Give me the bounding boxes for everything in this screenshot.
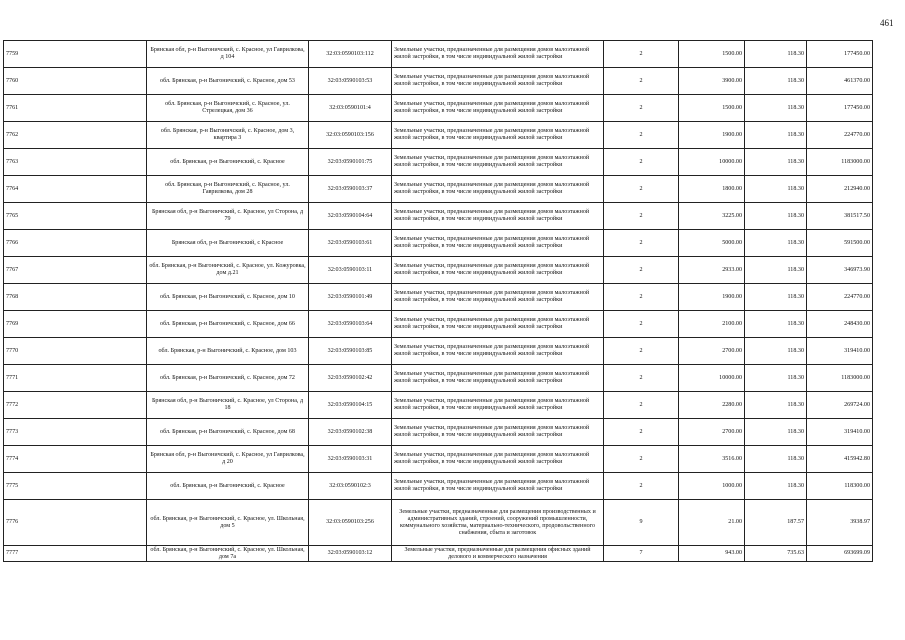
- row-number: 7759: [4, 41, 147, 68]
- table-row: [4, 122, 873, 149]
- address-cell: обл. Брянская, р-н Выгоничский, с. Красное: [147, 149, 309, 176]
- cadastral-value-cell: 118300.00: [807, 473, 873, 500]
- category-cell: 2: [604, 149, 679, 176]
- address-cell: обл. Брянская, р-н Выгоничский, с. Красное, ул. Кожуровка, дом д.21: [147, 257, 309, 284]
- category-cell: 2: [604, 176, 679, 203]
- permitted-use-cell: Земельные участки, предназначенные для размещения домов малоэтажной жилой застройки, в том числе индивидуальной жилой застройки: [392, 284, 604, 311]
- address-cell: обл. Брянская, р-н Выгоничский, с. Красное: [147, 473, 309, 500]
- rate-cell: 118.30: [745, 446, 807, 473]
- page-number: 461: [880, 18, 894, 28]
- cadastral-value-cell: 224770.00: [807, 122, 873, 149]
- table-row: [4, 546, 873, 562]
- row-number: 7770: [4, 338, 147, 365]
- cadastral-number-cell: 32:03:0590104:64: [309, 203, 392, 230]
- permitted-use-cell: Земельные участки, предназначенные для размещения домов малоэтажной жилой застройки, в том числе индивидуальной жилой застройки: [392, 473, 604, 500]
- rate-cell: 118.30: [745, 122, 807, 149]
- row-number: 7772: [4, 392, 147, 419]
- permitted-use-cell: Земельные участки, предназначенные для размещения домов малоэтажной жилой застройки, в том числе индивидуальной жилой застройки: [392, 446, 604, 473]
- permitted-use-cell: Земельные участки, предназначенные для размещения домов малоэтажной жилой застройки, в том числе индивидуальной жилой застройки: [392, 257, 604, 284]
- cadastral-number-cell: 32:03:0590101:49: [309, 284, 392, 311]
- address-cell: обл. Брянская, р-н Выгоничский, с. Красное, дом 72: [147, 365, 309, 392]
- address-cell: обл. Брянская, р-н Выгоничский, с. Красное, дом 10: [147, 284, 309, 311]
- table-row: [4, 311, 873, 338]
- table-row: [4, 284, 873, 311]
- category-cell: 2: [604, 365, 679, 392]
- row-number: 7765: [4, 203, 147, 230]
- row-number: 7773: [4, 419, 147, 446]
- cadastral-number-cell: 32:03:0590103:61: [309, 230, 392, 257]
- area-cell: 21.00: [679, 500, 745, 546]
- permitted-use-cell: Земельные участки, предназначенные для размещения домов малоэтажной жилой застройки, в том числе индивидуальной жилой застройки: [392, 149, 604, 176]
- rate-cell: 118.30: [745, 230, 807, 257]
- category-cell: 2: [604, 41, 679, 68]
- row-number: 7768: [4, 284, 147, 311]
- row-number: 7760: [4, 68, 147, 95]
- address-cell: Брянская обл, р-н Выгоничский, с. Красное, ул Гаврилкова, д 104: [147, 41, 309, 68]
- cadastral-value-cell: 346973.90: [807, 257, 873, 284]
- table-row: [4, 446, 873, 473]
- rate-cell: 118.30: [745, 257, 807, 284]
- row-number: 7767: [4, 257, 147, 284]
- address-cell: обл. Брянская, р-н Выгоничский, с. Красное, ул. Стрелецкая, дом 36: [147, 95, 309, 122]
- address-cell: обл. Брянская, р-н Выгоничский, с. Красное, ул. Гаврилкова, дом 28: [147, 176, 309, 203]
- cadastral-value-cell: 248430.00: [807, 311, 873, 338]
- area-cell: 2933.00: [679, 257, 745, 284]
- cadastral-number-cell: 32:03:0590103:37: [309, 176, 392, 203]
- category-cell: 2: [604, 419, 679, 446]
- cadastral-value-cell: 1183000.00: [807, 365, 873, 392]
- category-cell: 2: [604, 122, 679, 149]
- permitted-use-cell: Земельные участки, предназначенные для размещения домов малоэтажной жилой застройки, в том числе индивидуальной жилой застройки: [392, 203, 604, 230]
- category-cell: 2: [604, 203, 679, 230]
- permitted-use-cell: Земельные участки, предназначенные для размещения офисных зданий делового и коммерческого назначения: [392, 546, 604, 562]
- permitted-use-cell: Земельные участки, предназначенные для размещения домов малоэтажной жилой застройки, в том числе индивидуальной жилой застройки: [392, 230, 604, 257]
- cadastral-number-cell: 32:03:0590103:53: [309, 68, 392, 95]
- permitted-use-cell: Земельные участки, предназначенные для размещения домов малоэтажной жилой застройки, в том числе индивидуальной жилой застройки: [392, 392, 604, 419]
- rate-cell: 118.30: [745, 473, 807, 500]
- address-cell: обл. Брянская, р-н Выгоничский, с. Красное, дом 53: [147, 68, 309, 95]
- category-cell: 7: [604, 546, 679, 562]
- area-cell: 1900.00: [679, 284, 745, 311]
- table-row: [4, 41, 873, 68]
- category-cell: 2: [604, 311, 679, 338]
- address-cell: обл. Брянская, р-н Выгоничский, с. Красное, дом 66: [147, 311, 309, 338]
- permitted-use-cell: Земельные участки, предназначенные для размещения домов малоэтажной жилой застройки, в том числе индивидуальной жилой застройки: [392, 365, 604, 392]
- row-number: 7775: [4, 473, 147, 500]
- table-row: [4, 203, 873, 230]
- category-cell: 2: [604, 95, 679, 122]
- rate-cell: 118.30: [745, 203, 807, 230]
- category-cell: 2: [604, 338, 679, 365]
- rate-cell: 118.30: [745, 419, 807, 446]
- category-cell: 2: [604, 230, 679, 257]
- category-cell: 2: [604, 284, 679, 311]
- cadastral-value-cell: 1183000.00: [807, 149, 873, 176]
- category-cell: 2: [604, 257, 679, 284]
- table-row: [4, 500, 873, 546]
- table-row: [4, 338, 873, 365]
- cadastral-value-cell: 319410.00: [807, 419, 873, 446]
- rate-cell: 118.30: [745, 392, 807, 419]
- cadastral-number-cell: 32:03:0590103:11: [309, 257, 392, 284]
- cadastral-number-cell: 32:03:0590103:156: [309, 122, 392, 149]
- category-cell: 2: [604, 68, 679, 95]
- area-cell: 2700.00: [679, 338, 745, 365]
- area-cell: 943.00: [679, 546, 745, 562]
- row-number: 7766: [4, 230, 147, 257]
- cadastral-value-cell: 415942.80: [807, 446, 873, 473]
- area-cell: 1500.00: [679, 95, 745, 122]
- area-cell: 2280.00: [679, 392, 745, 419]
- address-cell: Брянская обл, р-н Выгоничский, с Красное: [147, 230, 309, 257]
- area-cell: 1500.00: [679, 41, 745, 68]
- address-cell: обл. Брянская, р-н Выгоничский, с. Красное, дом 3, квартира 3: [147, 122, 309, 149]
- cadastral-value-cell: 591500.00: [807, 230, 873, 257]
- address-cell: обл. Брянская, р-н Выгоничский, с. Красное, дом 68: [147, 419, 309, 446]
- row-number: 7769: [4, 311, 147, 338]
- row-number: 7774: [4, 446, 147, 473]
- cadastral-value-cell: 319410.00: [807, 338, 873, 365]
- row-number: 7763: [4, 149, 147, 176]
- address-cell: обл. Брянская, р-н Выгоничский, с. Красное, ул. Школьная, дом 7а: [147, 546, 309, 562]
- cadastral-value-cell: 381517.50: [807, 203, 873, 230]
- cadastral-number-cell: 32:03:0590103:112: [309, 41, 392, 68]
- cadastral-number-cell: 32:03:0590103:12: [309, 546, 392, 562]
- table-row: [4, 230, 873, 257]
- rate-cell: 118.30: [745, 338, 807, 365]
- cadastral-value-cell: 212940.00: [807, 176, 873, 203]
- cadastral-value-cell: 177450.00: [807, 95, 873, 122]
- cadastral-value-cell: 3938.97: [807, 500, 873, 546]
- category-cell: 2: [604, 392, 679, 419]
- rate-cell: 118.30: [745, 41, 807, 68]
- permitted-use-cell: Земельные участки, предназначенные для размещения домов малоэтажной жилой застройки, в том числе индивидуальной жилой застройки: [392, 122, 604, 149]
- registry-body: [4, 41, 873, 562]
- table-row: [4, 473, 873, 500]
- table-row: [4, 392, 873, 419]
- address-cell: обл. Брянская, р-н Выгоничский, с. Красное, ул. Школьная, дом 5: [147, 500, 309, 546]
- row-number: 7761: [4, 95, 147, 122]
- permitted-use-cell: Земельные участки, предназначенные для размещения домов малоэтажной жилой застройки, в том числе индивидуальной жилой застройки: [392, 68, 604, 95]
- row-number: 7764: [4, 176, 147, 203]
- area-cell: 2100.00: [679, 311, 745, 338]
- table-row: [4, 176, 873, 203]
- permitted-use-cell: Земельные участки, предназначенные для размещения домов малоэтажной жилой застройки, в том числе индивидуальной жилой застройки: [392, 311, 604, 338]
- table-row: [4, 149, 873, 176]
- address-cell: Брянская обл, р-н Выгоничский, с. Красное, ул Сторона, д 18: [147, 392, 309, 419]
- cadastral-number-cell: 32:03:0590104:15: [309, 392, 392, 419]
- cadastral-value-cell: 693699.09: [807, 546, 873, 562]
- row-number: 7762: [4, 122, 147, 149]
- address-cell: обл. Брянская, р-н Выгоничский, с. Красное, дом 103: [147, 338, 309, 365]
- cadastral-number-cell: 32:03:0590101:4: [309, 95, 392, 122]
- area-cell: 2700.00: [679, 419, 745, 446]
- table-row: [4, 95, 873, 122]
- rate-cell: 118.30: [745, 284, 807, 311]
- row-number: 7777: [4, 546, 147, 562]
- address-cell: Брянская обл, р-н Выгоничский, с. Красное, ул Гаврилкова, д 20: [147, 446, 309, 473]
- permitted-use-cell: Земельные участки, предназначенные для размещения домов малоэтажной жилой застройки, в том числе индивидуальной жилой застройки: [392, 419, 604, 446]
- rate-cell: 118.30: [745, 365, 807, 392]
- cadastral-number-cell: 32:03:0590103:256: [309, 500, 392, 546]
- cadastral-number-cell: 32:03:0590103:31: [309, 446, 392, 473]
- area-cell: 3900.00: [679, 68, 745, 95]
- permitted-use-cell: Земельные участки, предназначенные для размещения домов малоэтажной жилой застройки, в том числе индивидуальной жилой застройки: [392, 176, 604, 203]
- area-cell: 3225.00: [679, 203, 745, 230]
- area-cell: 10000.00: [679, 365, 745, 392]
- cadastral-number-cell: 32:03:0590102:3: [309, 473, 392, 500]
- permitted-use-cell: Земельные участки, предназначенные для размещения домов малоэтажной жилой застройки, в том числе индивидуальной жилой застройки: [392, 41, 604, 68]
- area-cell: 1900.00: [679, 122, 745, 149]
- cadastral-number-cell: 32:03:0590103:85: [309, 338, 392, 365]
- area-cell: 3516.00: [679, 446, 745, 473]
- row-number: 7776: [4, 500, 147, 546]
- table-row: [4, 257, 873, 284]
- address-cell: Брянская обл, р-н Выгоничский, с. Красное, ул Сторона, д 79: [147, 203, 309, 230]
- rate-cell: 187.57: [745, 500, 807, 546]
- cadastral-value-cell: 177450.00: [807, 41, 873, 68]
- cadastral-value-cell: 224770.00: [807, 284, 873, 311]
- area-cell: 1800.00: [679, 176, 745, 203]
- permitted-use-cell: Земельные участки, предназначенные для размещения производственных и административных зданий, строений, сооружений промышленности, коммунального хозяйства, материально-технического, продовольственного снабжения, сбыта и заготовок: [392, 500, 604, 546]
- table-row: [4, 419, 873, 446]
- table-row: [4, 68, 873, 95]
- permitted-use-cell: Земельные участки, предназначенные для размещения домов малоэтажной жилой застройки, в том числе индивидуальной жилой застройки: [392, 95, 604, 122]
- permitted-use-cell: Земельные участки, предназначенные для размещения домов малоэтажной жилой застройки, в том числе индивидуальной жилой застройки: [392, 338, 604, 365]
- area-cell: 1000.00: [679, 473, 745, 500]
- area-cell: 10000.00: [679, 149, 745, 176]
- cadastral-number-cell: 32:03:0590102:42: [309, 365, 392, 392]
- cadastral-value-cell: 461370.00: [807, 68, 873, 95]
- rate-cell: 735.63: [745, 546, 807, 562]
- rate-cell: 118.30: [745, 149, 807, 176]
- rate-cell: 118.30: [745, 68, 807, 95]
- rate-cell: 118.30: [745, 311, 807, 338]
- cadastral-number-cell: 32:03:0590103:64: [309, 311, 392, 338]
- row-number: 7771: [4, 365, 147, 392]
- rate-cell: 118.30: [745, 176, 807, 203]
- cadastral-number-cell: 32:03:0590101:75: [309, 149, 392, 176]
- land-registry-table: [3, 40, 873, 562]
- cadastral-number-cell: 32:03:0590102:38: [309, 419, 392, 446]
- category-cell: 2: [604, 446, 679, 473]
- table-row: [4, 365, 873, 392]
- category-cell: 2: [604, 473, 679, 500]
- area-cell: 5000.00: [679, 230, 745, 257]
- category-cell: 9: [604, 500, 679, 546]
- cadastral-value-cell: 269724.00: [807, 392, 873, 419]
- rate-cell: 118.30: [745, 95, 807, 122]
